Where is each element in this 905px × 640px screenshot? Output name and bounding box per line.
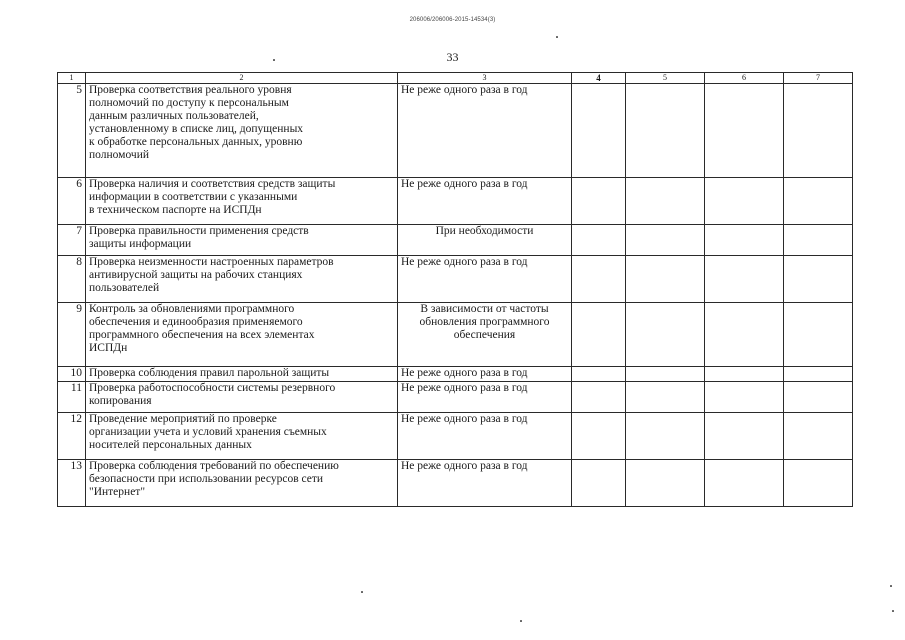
empty-cell <box>705 303 784 367</box>
scan-speck <box>520 620 522 622</box>
empty-cell <box>572 382 626 413</box>
row-number: 7 <box>58 225 86 256</box>
row-description: Проверка работоспособности системы резервного копирования <box>86 382 398 413</box>
scan-speck <box>890 585 892 587</box>
row-description: Контроль за обновлениями программного обеспечения и единообразия применяемого программного обеспечения на всех элементах ИСПДн <box>86 303 398 367</box>
table-row <box>58 84 853 178</box>
row-frequency: Не реже одного раза в год <box>398 413 572 460</box>
empty-cell <box>784 84 853 178</box>
empty-cell <box>626 413 705 460</box>
empty-cell <box>705 84 784 178</box>
table-row <box>58 303 853 367</box>
table-row <box>58 367 853 382</box>
scan-speck <box>361 591 363 593</box>
row-number: 6 <box>58 178 86 225</box>
empty-cell <box>705 225 784 256</box>
row-number: 9 <box>58 303 86 367</box>
empty-cell <box>705 367 784 382</box>
row-description: Проверка наличия и соответствия средств защиты информации в соответствии с указанными в техническом паспорте на ИСПДн <box>86 178 398 225</box>
row-number: 10 <box>58 367 86 382</box>
row-frequency: Не реже одного раза в год <box>398 84 572 178</box>
row-frequency: Не реже одного раза в год <box>398 382 572 413</box>
table-row <box>58 256 853 303</box>
column-header: 1 <box>58 73 86 84</box>
row-frequency: Не реже одного раза в год <box>398 460 572 507</box>
scan-speck <box>892 610 894 612</box>
column-header: 6 <box>705 73 784 84</box>
table-row <box>58 225 853 256</box>
scan-speck <box>273 59 275 61</box>
empty-cell <box>626 367 705 382</box>
empty-cell <box>784 413 853 460</box>
row-frequency: При необходимости <box>398 225 572 256</box>
row-number: 5 <box>58 84 86 178</box>
table-row <box>58 460 853 507</box>
column-header: 2 <box>86 73 398 84</box>
empty-cell <box>784 178 853 225</box>
empty-cell <box>705 382 784 413</box>
empty-cell <box>572 413 626 460</box>
empty-cell <box>572 84 626 178</box>
empty-cell <box>705 256 784 303</box>
column-header: 4 <box>572 73 626 84</box>
empty-cell <box>705 178 784 225</box>
inspection-schedule-table <box>57 72 853 507</box>
row-frequency: Не реже одного раза в год <box>398 367 572 382</box>
empty-cell <box>784 303 853 367</box>
row-description: Проведение мероприятий по проверке организации учета и условий хранения съемных носителей персональных данных <box>86 413 398 460</box>
column-header: 7 <box>784 73 853 84</box>
empty-cell <box>572 178 626 225</box>
empty-cell <box>626 84 705 178</box>
row-number: 13 <box>58 460 86 507</box>
document-code-header: 206006/206006-2015-14534(3) <box>409 17 496 23</box>
row-number: 11 <box>58 382 86 413</box>
column-header: 3 <box>398 73 572 84</box>
row-description: Проверка соблюдения требований по обеспечению безопасности при использовании ресурсов сети "Интернет" <box>86 460 398 507</box>
empty-cell <box>626 382 705 413</box>
row-number: 12 <box>58 413 86 460</box>
table-row <box>58 413 853 460</box>
row-frequency: Не реже одного раза в год <box>398 256 572 303</box>
empty-cell <box>572 367 626 382</box>
empty-cell <box>705 413 784 460</box>
empty-cell <box>626 460 705 507</box>
empty-cell <box>572 303 626 367</box>
row-description: Проверка соответствия реального уровня полномочий по доступу к персональным данным различных пользователей, установленному в списке лиц, допущенных к обработке персональных данных, уровню полномочий <box>86 84 398 178</box>
row-description: Проверка правильности применения средств защиты информации <box>86 225 398 256</box>
empty-cell <box>784 367 853 382</box>
empty-cell <box>626 256 705 303</box>
empty-cell <box>626 303 705 367</box>
row-description: Проверка соблюдения правил парольной защиты <box>86 367 398 382</box>
empty-cell <box>626 178 705 225</box>
row-description: Проверка неизменности настроенных параметров антивирусной защиты на рабочих станциях пользователей <box>86 256 398 303</box>
empty-cell <box>784 382 853 413</box>
row-frequency: В зависимости от частоты обновления программного обеспечения <box>398 303 572 367</box>
empty-cell <box>705 460 784 507</box>
empty-cell <box>626 225 705 256</box>
row-frequency: Не реже одного раза в год <box>398 178 572 225</box>
page-number: 33 <box>446 50 459 64</box>
empty-cell <box>784 460 853 507</box>
empty-cell <box>784 256 853 303</box>
column-header: 5 <box>626 73 705 84</box>
empty-cell <box>784 225 853 256</box>
table-row <box>58 178 853 225</box>
table-row <box>58 382 853 413</box>
empty-cell <box>572 460 626 507</box>
row-number: 8 <box>58 256 86 303</box>
empty-cell <box>572 225 626 256</box>
scan-speck <box>556 36 558 38</box>
empty-cell <box>572 256 626 303</box>
column-header-row <box>58 73 853 84</box>
